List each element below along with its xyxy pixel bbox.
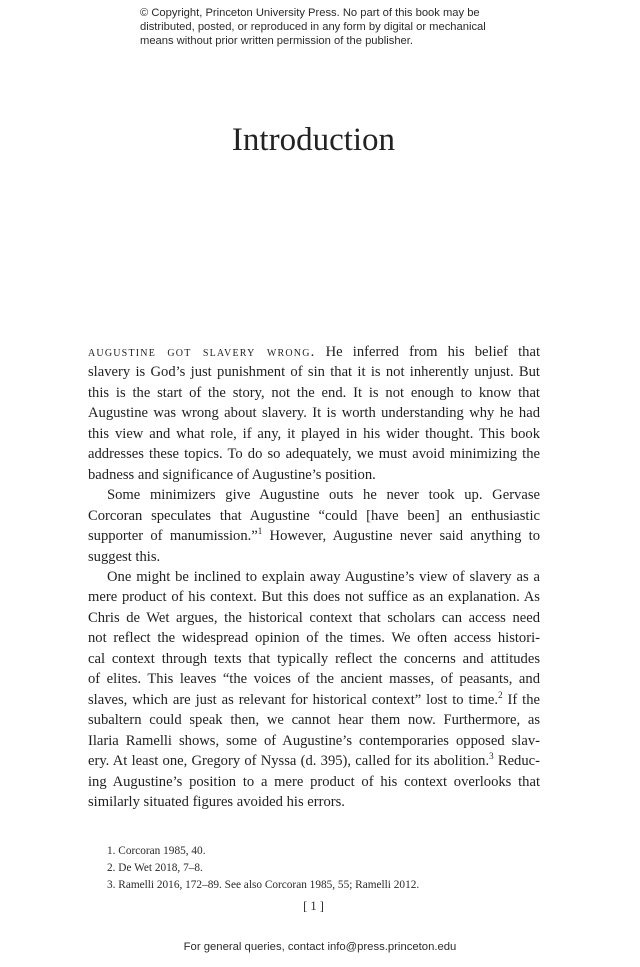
- copyright-line: means without prior written permission of the publisher.: [140, 35, 413, 47]
- text-line: Corcoran speculates that Augustine “could [have been] an enthusiastic: [88, 507, 540, 524]
- text-line: of elites. This leaves “the voices of the ancient masses, of peasants, and: [88, 671, 540, 688]
- footnote-marker[interactable]: 2: [498, 689, 503, 700]
- text-line: supporter of manumission.”$^1$ However, Augustine never said anything to: [88, 526, 540, 545]
- text-line: not reflect the widespread opinion of the times. We often access histori-: [88, 630, 540, 647]
- chapter-title: Introduction: [231, 122, 396, 158]
- text-line: this view and what role, if any, it played in his wider thought. This book: [88, 425, 540, 442]
- paragraph-2: [88, 485, 540, 567]
- footnote-marker[interactable]: 1: [257, 526, 263, 537]
- text-line: One might be inclined to explain away Augustine’s view of slavery as a: [107, 568, 540, 585]
- text-line: ing Augustine’s position to a mere product of his context overlooks that: [88, 773, 540, 790]
- footnote: 1. Corcoran 1985, 40.: [107, 845, 206, 857]
- page-number: [ 1 ]: [303, 899, 324, 913]
- text-line: augustine got slavery wrong. He inferred from his belief that: [88, 344, 541, 360]
- text-line: addresses these topics. To do so adequately, we must avoid minimizing the: [88, 446, 540, 463]
- text-line: Augustine was wrong about slavery. It is worth understanding why he had: [88, 405, 540, 422]
- text-line: Ilaria Ramelli shows, some of Augustine’s contemporaries opposed slav-: [88, 732, 540, 749]
- text-line: mere product of his context. But this does not suffice as an explanation. As: [88, 589, 540, 606]
- paragraph-3: [88, 567, 540, 812]
- copyright-notice: [140, 6, 520, 48]
- footnotes: [107, 843, 547, 894]
- text-line: cal context through texts that typically reflect the concerns and attitudes: [88, 650, 540, 667]
- paragraph-1: [88, 342, 540, 485]
- text-line: slaves, which are just as relevant for historical context” lost to time.$^2$ If the: [88, 689, 540, 708]
- text-line: suggest this.: [88, 548, 161, 565]
- text-line: Some minimizers give Augustine outs he never took up. Gervase: [107, 487, 540, 504]
- lead-in-small-caps: augustine got slavery wrong.: [88, 344, 316, 360]
- body-text: [88, 342, 540, 812]
- footer-contact: For general queries, contact info@press.princeton.edu: [183, 941, 457, 953]
- text-line: badness and significance of Augustine’s position.: [88, 466, 376, 483]
- text-line: subaltern could speak then, we cannot hear them now. Furthermore, as: [88, 712, 540, 729]
- copyright-line: distributed, posted, or reproduced in any form by digital or mechanical: [140, 21, 486, 33]
- text-line: Chris de Wet argues, the historical context that scholars can access need: [88, 609, 540, 626]
- text-line: ery. At least one, Gregory of Nyssa (d. 395), called for its abolition.$^3$ Reduc-: [88, 751, 540, 770]
- copyright-line: © Copyright, Princeton University Press. No part of this book may be: [140, 7, 480, 19]
- footnote: 3. Ramelli 2016, 172–89. See also Corcoran 1985, 55; Ramelli 2012.: [107, 879, 420, 891]
- text-line: this is the start of the story, not the end. It is not enough to know that: [88, 384, 540, 401]
- text-line: slavery is God’s just punishment of sin that it is not inherently unjust. But: [88, 364, 540, 381]
- text-line: similarly situated figures avoided his errors.: [88, 793, 345, 810]
- footnote-marker[interactable]: 3: [489, 751, 494, 762]
- footnote: 2. De Wet 2018, 7–8.: [107, 862, 203, 874]
